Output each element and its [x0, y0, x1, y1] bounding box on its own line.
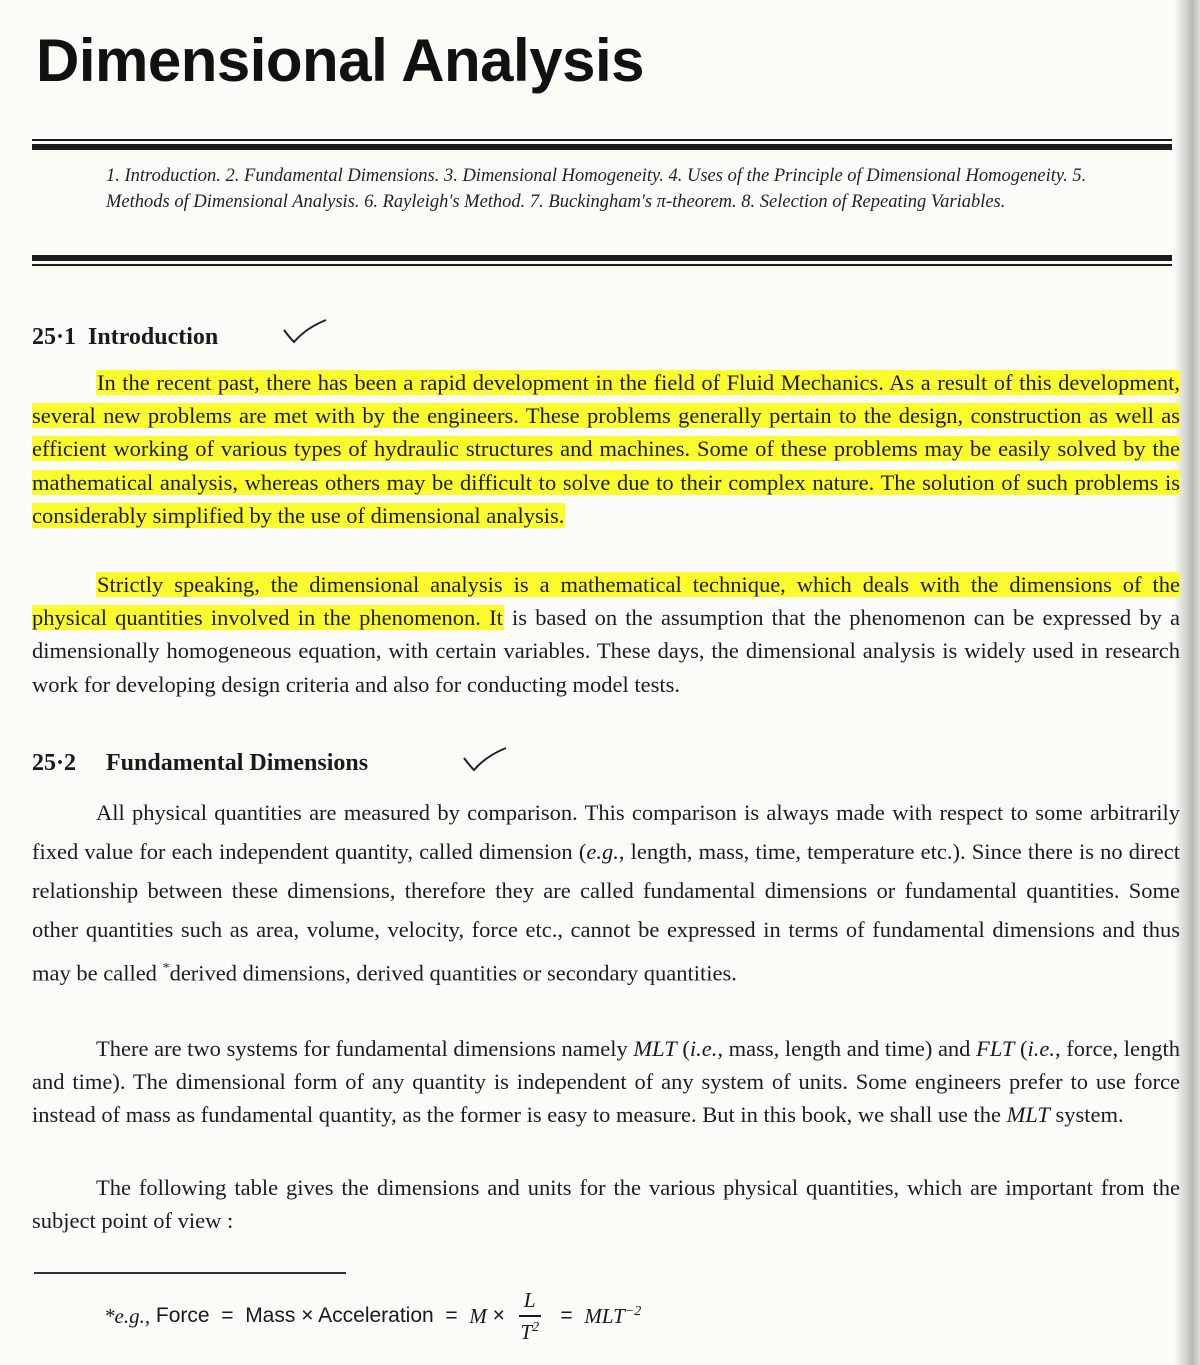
result-dimension: [584, 1304, 641, 1329]
text-run: force, length and time). The dimensional form of any quantity is independent of any system of units. Some engineers prefer to use force instead of mass as fundamental quantity, as the former is easy to measure. But in this book, we shall use the: [32, 1036, 1180, 1128]
text-run: mass, length and time) and: [722, 1036, 977, 1061]
check-mark-icon: [282, 318, 328, 346]
exponent: 2: [532, 1319, 540, 1335]
footnote: [104, 1290, 641, 1343]
text-run: (: [676, 1036, 690, 1061]
plain-text: is based on the assumption that the phenomenon can be expressed by a dimensionally homogeneous equation, with certain variables. These days, the dimensional analysis is widely used in research work for developing design criteria and also for conducting model tests.: [32, 605, 1180, 697]
text-run: system.: [1049, 1102, 1124, 1128]
footnote-marker: *: [162, 961, 170, 976]
intro-paragraph-1: [32, 366, 1180, 532]
exponent: −2: [624, 1303, 642, 1319]
section-title: Introduction: [88, 324, 219, 350]
footnote-rule: [34, 1272, 346, 1274]
result-symbol: MLT: [584, 1303, 625, 1328]
numerator: L: [523, 1288, 536, 1312]
text-run: The following table gives the dimensions and units for the various physical quantities, which are important from the subject point of view :: [32, 1175, 1180, 1234]
text-run: i.e.,: [1027, 1036, 1061, 1061]
section-number: 25·1: [32, 324, 77, 350]
section-heading-introduction: [32, 324, 218, 351]
check-mark-icon: [462, 746, 508, 774]
page-title: Dimensional Analysis: [36, 27, 644, 94]
header-rule-bottom-thin: [32, 264, 1172, 266]
text-run: There are two systems for fundamental dimensions namely: [96, 1036, 634, 1061]
fundamental-paragraph-3: [32, 1171, 1180, 1237]
denominator: [520, 1321, 539, 1343]
text-run: e.g.: [586, 839, 619, 864]
text-run: (: [1014, 1036, 1028, 1061]
text-run: MLT: [1006, 1102, 1050, 1128]
text-run: MLT: [633, 1036, 677, 1061]
text-run: All physical quantities are measured by comparison. This comparison is always made with respect to some arbitrarily fixed value for each independent quantity, called dimension (: [32, 800, 1180, 864]
section-title: Fundamental Dimensions: [106, 750, 369, 776]
fundamental-paragraph-2: [32, 1032, 1180, 1132]
denominator-symbol: T: [520, 1319, 533, 1344]
text-run: derived dimensions, derived quantities or secondary quantities.: [169, 960, 737, 986]
footnote-label: *e.g.,: [104, 1303, 151, 1328]
text-run: FLT: [976, 1036, 1015, 1061]
section-number: 25·2: [32, 750, 77, 776]
equals-sign: =: [548, 1304, 585, 1328]
footnote-text: Force = Mass × Acceleration =: [150, 1304, 470, 1328]
header-rule-bottom-thick: [32, 255, 1172, 261]
header-rule-top-thin: [32, 139, 1172, 141]
fundamental-paragraph-1: [32, 793, 1180, 993]
times-sign: ×: [486, 1304, 511, 1328]
highlighted-text: In the recent past, there has been a rapid development in the field of Fluid Mechanics. As a result of this development, several new problems are met with by the engineers. These problems generally pertain to the design, construction as well as efficient working of various types of hydraulic structures and machines. Some of these problems may be easily solved by the mathematical analysis, whereas others may be difficult to solve due to their complex nature. The solution of such problems is considerably simplified by the use of dimensional analysis.: [32, 370, 1180, 528]
highlighted-text: Strictly speaking, the dimensional analysis is a mathematical technique, which deals with the dimensions of the physical quantities involved in the phenomenon. It: [32, 572, 1180, 631]
symbol-mass: M: [469, 1303, 487, 1328]
header-rule-top-thick: [32, 144, 1172, 150]
chapter-contents: 1. Introduction. 2. Fundamental Dimensions. 3. Dimensional Homogeneity. 4. Uses of the Principle of Dimensional Homogeneity. 5. Methods of Dimensional Analysis. 6. Rayleigh's Method. 7. Buckingham's π-theorem. 8. Selection of Repeating Variables.: [106, 166, 1087, 212]
text-run: i.e.,: [689, 1036, 723, 1061]
section-heading-fundamental-dimensions: [32, 750, 368, 777]
fraction-l-over-t2: [519, 1290, 541, 1343]
text-run: , length, mass, time, temperature etc.). Since there is no direct relationship between these dimensions, therefore they are called fundamental dimensions or fundamental quantities. Some other quantities such as area, volume, velocity, force etc., cannot be expressed in terms of fundamental dimensions and thus may be called: [32, 839, 1181, 986]
intro-paragraph-2: [32, 568, 1180, 701]
fraction-bar: [519, 1315, 541, 1317]
